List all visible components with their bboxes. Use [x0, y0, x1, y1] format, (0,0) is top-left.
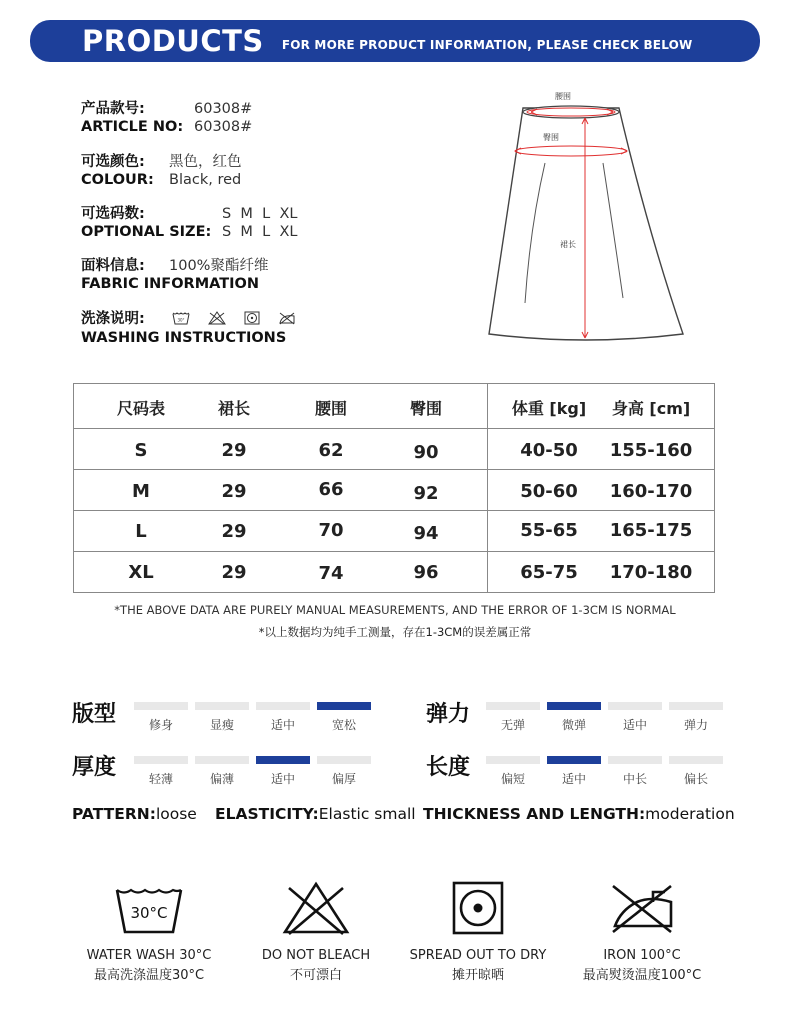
- summary-thickness-length: THICKNESS AND LENGTH:moderation: [423, 805, 735, 823]
- article-en-value: 60308#: [194, 119, 253, 135]
- cell-length: 29: [221, 481, 247, 502]
- colour-cn-value: 黑色，红色: [169, 154, 242, 170]
- cell-height: 155-160: [609, 440, 693, 461]
- colour-cn-row: [81, 153, 242, 172]
- cell-size: L: [135, 521, 147, 542]
- cell-hip: 92: [413, 483, 439, 504]
- article-cn-label: 产品款号:: [81, 101, 145, 117]
- fabric-cn-row: [81, 257, 268, 276]
- wash-mini-icons: [172, 311, 296, 325]
- products-banner: [30, 20, 760, 62]
- cell-weight: 40-50: [520, 440, 578, 461]
- cell-waist: 74: [318, 563, 344, 584]
- cell-height: 160-170: [609, 481, 693, 502]
- hip-label: 臀围: [543, 133, 559, 142]
- no-iron-icon: [607, 880, 677, 936]
- fabric-cn-label: 面料信息:: [81, 258, 145, 274]
- care-dry-en: SPREAD OUT TO DRY: [409, 948, 547, 963]
- wash-cn-row: [81, 310, 145, 329]
- length-option: 中长: [608, 756, 662, 787]
- fabric-en-row: [81, 275, 259, 294]
- measurement-note-cn: *以上数据均为纯手工测量，存在1-3CM的误差属正常: [258, 625, 532, 639]
- cell-waist: 66: [318, 479, 344, 500]
- cell-length: 29: [221, 521, 247, 542]
- cell-weight: 50-60: [520, 481, 578, 502]
- thickness-option: 偏薄: [195, 756, 249, 787]
- wash-en-label: WASHING INSTRUCTIONS: [81, 330, 287, 346]
- length-option: 偏长: [669, 756, 723, 787]
- length-scale: [486, 756, 723, 787]
- banner-title: PRODUCTS: [82, 24, 264, 58]
- colour-cn-label: 可选颜色:: [81, 154, 145, 170]
- article-cn-value: 60308#: [194, 101, 253, 117]
- size-cn-row: [81, 205, 297, 224]
- skirt-outline: [489, 108, 683, 340]
- colour-en-label: COLOUR:: [81, 172, 154, 188]
- cell-length: 29: [221, 440, 247, 461]
- cell-waist: 62: [318, 440, 344, 461]
- cell-weight: 55-65: [520, 520, 578, 541]
- th-weight: 体重 [kg]: [511, 399, 587, 418]
- pattern-title: 版型: [72, 702, 117, 727]
- tumble-dry-icon: [443, 880, 513, 936]
- no-iron-icon: [278, 311, 296, 325]
- cell-height: 165-175: [609, 520, 693, 541]
- size-table: [73, 383, 715, 593]
- cell-size: S: [134, 440, 148, 461]
- length-option: 偏短: [486, 756, 540, 787]
- article-en-label: ARTICLE NO:: [81, 119, 184, 135]
- elasticity-title: 弹力: [426, 702, 471, 727]
- thickness-option: 偏厚: [317, 756, 371, 787]
- th-size: 尺码表: [116, 399, 166, 418]
- cell-size: XL: [128, 562, 154, 583]
- care-dry: [393, 880, 563, 983]
- colour-en-row: [81, 171, 241, 190]
- skirt-diagram: [485, 88, 685, 348]
- thickness-option: 轻薄: [134, 756, 188, 787]
- no-bleach-icon: [208, 311, 226, 325]
- size-cn-value: S M L XL: [222, 206, 298, 222]
- fabric-cn-value: 100%聚酯纤维: [169, 258, 269, 274]
- wash-30-icon: [172, 311, 190, 325]
- measurement-note-en: *THE ABOVE DATA ARE PURELY MANUAL MEASUREMENTS, AND THE ERROR OF 1-3CM IS NORMAL: [114, 603, 676, 617]
- wash-cn-label: 洗涤说明:: [81, 311, 145, 327]
- svg-text:30°: 30°: [177, 317, 185, 323]
- th-height: 身高 [cm]: [611, 399, 691, 418]
- thickness-scale: [134, 756, 371, 787]
- summary-elasticity: ELASTICITY:Elastic small: [215, 805, 416, 823]
- care-iron-cn: 最高熨烫温度100°C: [582, 968, 702, 983]
- cell-waist: 70: [318, 520, 344, 541]
- fabric-en-label: FABRIC INFORMATION: [81, 276, 259, 292]
- banner-subtitle: FOR MORE PRODUCT INFORMATION, PLEASE CHECK BELOW: [281, 38, 693, 52]
- no-bleach-icon: [281, 880, 351, 936]
- care-dry-cn: 摊开晾晒: [451, 968, 504, 983]
- elasticity-option: 无弹: [486, 702, 540, 733]
- wash-en-row: [81, 329, 286, 348]
- cell-height: 170-180: [609, 562, 693, 583]
- elasticity-option: 微弹: [547, 702, 601, 733]
- size-en-row: [81, 223, 297, 242]
- cell-length: 29: [221, 562, 247, 583]
- cell-hip: 96: [413, 562, 439, 583]
- elasticity-option: 适中: [608, 702, 662, 733]
- size-en-value: S M L XL: [222, 224, 298, 240]
- care-iron: [557, 880, 727, 983]
- pattern-option: 显瘦: [195, 702, 249, 733]
- summary-pattern: PATTERN:loose: [72, 805, 197, 823]
- th-hip: 臀围: [409, 399, 443, 418]
- cell-hip: 90: [413, 442, 439, 463]
- elasticity-option: 弹力: [669, 702, 723, 733]
- tumble-dry-icon: [244, 311, 260, 325]
- elasticity-scale: [486, 702, 723, 733]
- wash-30-icon: [114, 880, 184, 936]
- care-wash-en: WATER WASH 30°C: [86, 948, 212, 963]
- length-label: 裙长: [560, 240, 576, 249]
- size-en-label: OPTIONAL SIZE:: [81, 224, 212, 240]
- pattern-option: 修身: [134, 702, 188, 733]
- size-cn-label: 可选码数:: [81, 206, 145, 222]
- article-en-row: [81, 118, 252, 137]
- care-iron-en: IRON 100°C: [603, 948, 681, 963]
- cell-size: M: [132, 481, 150, 502]
- length-option: 适中: [547, 756, 601, 787]
- length-title: 长度: [426, 755, 471, 780]
- cell-weight: 65-75: [520, 562, 578, 583]
- th-waist: 腰围: [314, 399, 348, 418]
- thickness-title: 厚度: [72, 755, 117, 780]
- colour-en-value: Black, red: [169, 172, 242, 188]
- care-bleach-cn: 不可漂白: [289, 968, 342, 983]
- svg-text:30°C: 30°C: [130, 904, 168, 922]
- thickness-option: 适中: [256, 756, 310, 787]
- care-wash-cn: 最高洗涤温度30°C: [93, 968, 205, 983]
- th-length: 裙长: [217, 399, 251, 418]
- pattern-option: 宽松: [317, 702, 371, 733]
- care-wash: [64, 880, 234, 983]
- pattern-option: 适中: [256, 702, 310, 733]
- cell-hip: 94: [413, 523, 439, 544]
- care-bleach-en: DO NOT BLEACH: [261, 948, 371, 963]
- pattern-scale: [134, 702, 371, 733]
- care-bleach: [231, 880, 401, 983]
- waist-label: 腰围: [555, 92, 571, 101]
- article-cn-row: [81, 100, 252, 119]
